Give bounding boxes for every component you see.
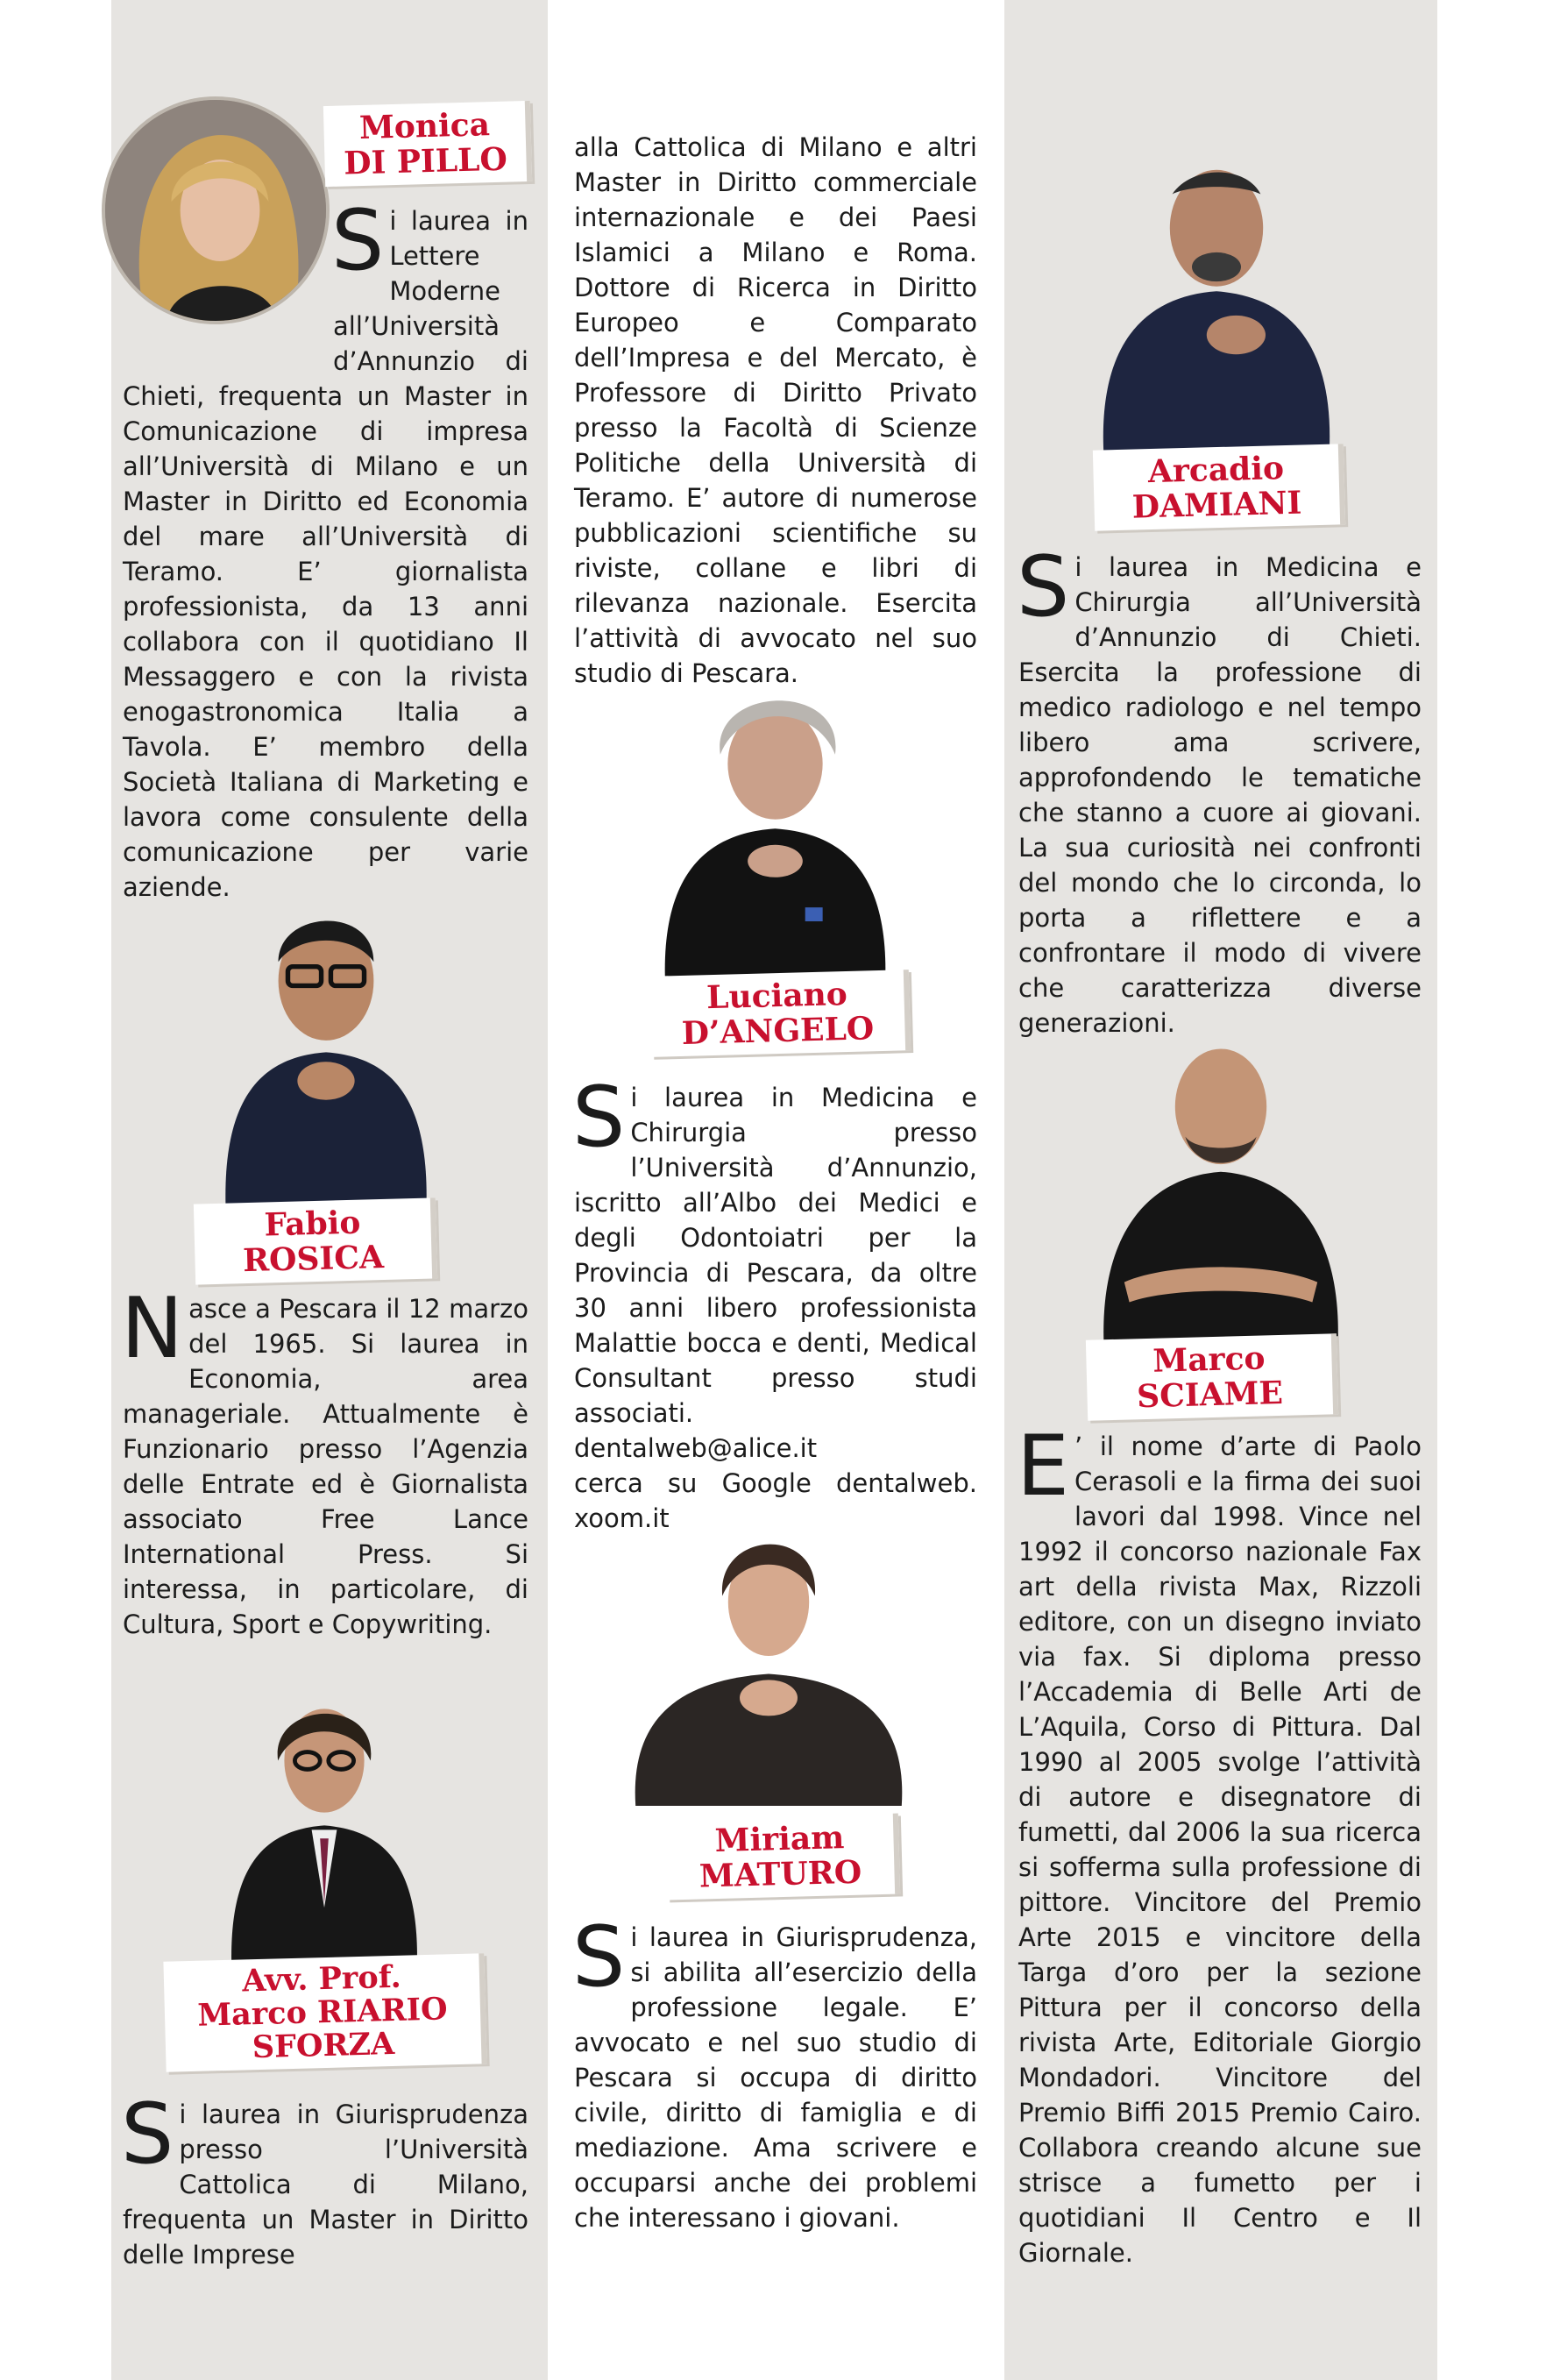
rosica-name-label	[194, 1197, 437, 1284]
damiani-bio-text: i laurea in Medicina e Chirurgia all’Università d’Annunzio di Chieti. Esercita la professione di medico radiologo e nel tempo libero ama scrivere, approfondendo le tematiche che stanno a cuore ai giovani. La sua curiosità nei confronti del mondo che lo circonda, lo porta a riflettere e a confrontare il modo di vivere che caratterizza diverse generazioni.	[1018, 552, 1422, 1038]
riario-name-label	[163, 1953, 486, 2072]
rosica-bio-text: asce a Pescara il 12 marzo del 1965. Si laurea in Economia, area manageriale. Attualmente è Funzionario presso l’Agenzia delle Entrate ed è Giornalista associato Free Lance International Press. Si interessa, in particolare, di Cultura, Sport e Copywriting.	[123, 1294, 528, 1639]
sciame-first-name: Marco	[1152, 1339, 1266, 1380]
sciame-bio	[1017, 1418, 1422, 2270]
riario-surname: SFORZA	[252, 2025, 395, 2066]
riario-bio-continued	[574, 130, 977, 691]
damiani-bio	[1017, 539, 1422, 1041]
dipillo-wrap-spacer	[123, 203, 333, 358]
maturo-drop-cap: S	[572, 1909, 626, 2006]
dipillo-bio	[123, 193, 528, 905]
sciame-drop-cap: E	[1017, 1418, 1070, 1515]
riario-bio-cont-text: alla Cattolica di Milano e altri Master in Diritto commerciale internazionale e dei Paesi Islamici a Milano e Roma. Dottore di Ricerca in Diritto Europeo e Comparato dell’Impresa e del Mercato, è Professore di Diritto Privato presso la Facoltà di Scienze Politiche della Università di Teramo. E’ autore di numerose pubblicazioni scientifiche su riviste, collane e libri di rilevanza nazionale. Esercita l’attività di avvocato nel suo studio di Pescara.	[574, 132, 977, 688]
sciame-bio-text: ’ il nome d’arte di Paolo Cerasoli e la firma dei suoi lavori dal 1998. Vince nel 1992 il concorso nazionale Fax art della rivista Max, Rizzoli editore, con un disegno inviato via fax. Si diploma presso l’Accademia di Belle Arti de L’Aquila, Corso di Pittura. Dal 1990 al 2005 svolge l’attività di autore e disegnatore di fumetti, dal 2006 la sua ricerca si sofferma sulla professione di pittore. Vincitore del Premio Arte 2015 e vincitore della Targa d’oro per la sezione Pittura per il concorso della rivista Arte, Editoriale Giorgio Mondadori. Vincitore del Premio Biffi 2015 Premio Cairo. Collabora creando alcune sue strisce a fumetto per i quotidiani Il Centro e Il Giornale.	[1018, 1432, 1422, 2268]
dipillo-drop-cap: S	[331, 193, 385, 289]
maturo-bio-text: i laurea in Giurisprudenza, si abilita all’esercizio della professione legale. E’ avvocato e nel suo studio di Pescara si occupa di diritto civile, diritto di famiglia e di mediazione. Ama scrivere e occuparsi anche dei problemi che interessano i giovani.	[574, 1922, 977, 2233]
dangelo-portrait	[650, 662, 900, 986]
maturo-bio	[572, 1909, 977, 2235]
riario-bio-text: i laurea in Giurisprudenza presso l’Università Cattolica di Milano, frequenta un Master in Diritto delle Imprese	[123, 2099, 528, 2270]
dangelo-email: dentalweb@alice.it	[574, 1433, 818, 1463]
dipillo-bio-text: i laurea in Lettere Moderne all’Università d’Annunzio di Chieti, frequenta un Master in Comunicazione di impresa all’Università di Milano e un Master in Diritto ed Economia del mare all’Università di Teramo. E’ giornalista professionista, da 13 anni collabora con il quotidiano Il Messaggero e con la rivista enogastronomica Italia a Tavola. E’ membro della Società Italiana di Marketing e lavora come consulente della comunicazione per varie aziende.	[123, 206, 528, 902]
riario-portrait	[219, 1670, 429, 1972]
riario-title: Avv. Prof.	[241, 1958, 402, 2000]
damiani-first-name: Arcadio	[1147, 450, 1285, 491]
maturo-last-name: MATURO	[698, 1853, 862, 1895]
riario-drop-cap: S	[121, 2086, 174, 2183]
dangelo-bio-text: i laurea in Medicina e Chirurgia presso l’Università d’Annunzio, iscritto all’Albo dei Medici e degli Odontoiatri per la Provincia di Pescara, da oltre 30 anni libero professionista Malattie bocca e denti, Medical Consultant presso studi associati.	[574, 1083, 977, 1428]
dangelo-last-name: D’ANGELO	[681, 1010, 875, 1052]
maturo-name-label	[665, 1814, 900, 1900]
sciame-last-name: SCIAME	[1136, 1374, 1284, 1416]
maturo-portrait	[624, 1506, 913, 1806]
rosica-bio	[121, 1281, 528, 1642]
sciame-portrait	[1094, 1021, 1348, 1347]
rosica-first-name: Fabio	[264, 1204, 361, 1244]
dangelo-search-hint: cerca su Google dentalweb. xoom.it	[574, 1468, 977, 1533]
damiani-portrait	[1094, 136, 1339, 451]
damiani-name-label	[1093, 444, 1345, 530]
rosica-last-name: ROSICA	[242, 1238, 385, 1280]
rosica-portrait	[207, 881, 445, 1214]
dangelo-bio	[572, 1069, 977, 1536]
dipillo-last-name: DI PILLO	[343, 140, 508, 182]
damiani-drop-cap: S	[1017, 539, 1070, 636]
damiani-last-name: DAMIANI	[1131, 484, 1302, 526]
sciame-name-label	[1086, 1333, 1338, 1420]
maturo-first-name: Miriam	[714, 1819, 845, 1860]
dipillo-first-name: Monica	[358, 106, 491, 147]
rosica-drop-cap: N	[121, 1281, 184, 1377]
dangelo-name-label	[649, 970, 911, 1057]
riario-bio	[121, 2086, 528, 2272]
riario-name: Marco RIARIO	[196, 1991, 449, 2034]
dangelo-first-name: Luciano	[706, 975, 848, 1017]
dipillo-name-label	[323, 101, 532, 187]
dangelo-drop-cap: S	[572, 1069, 626, 1166]
